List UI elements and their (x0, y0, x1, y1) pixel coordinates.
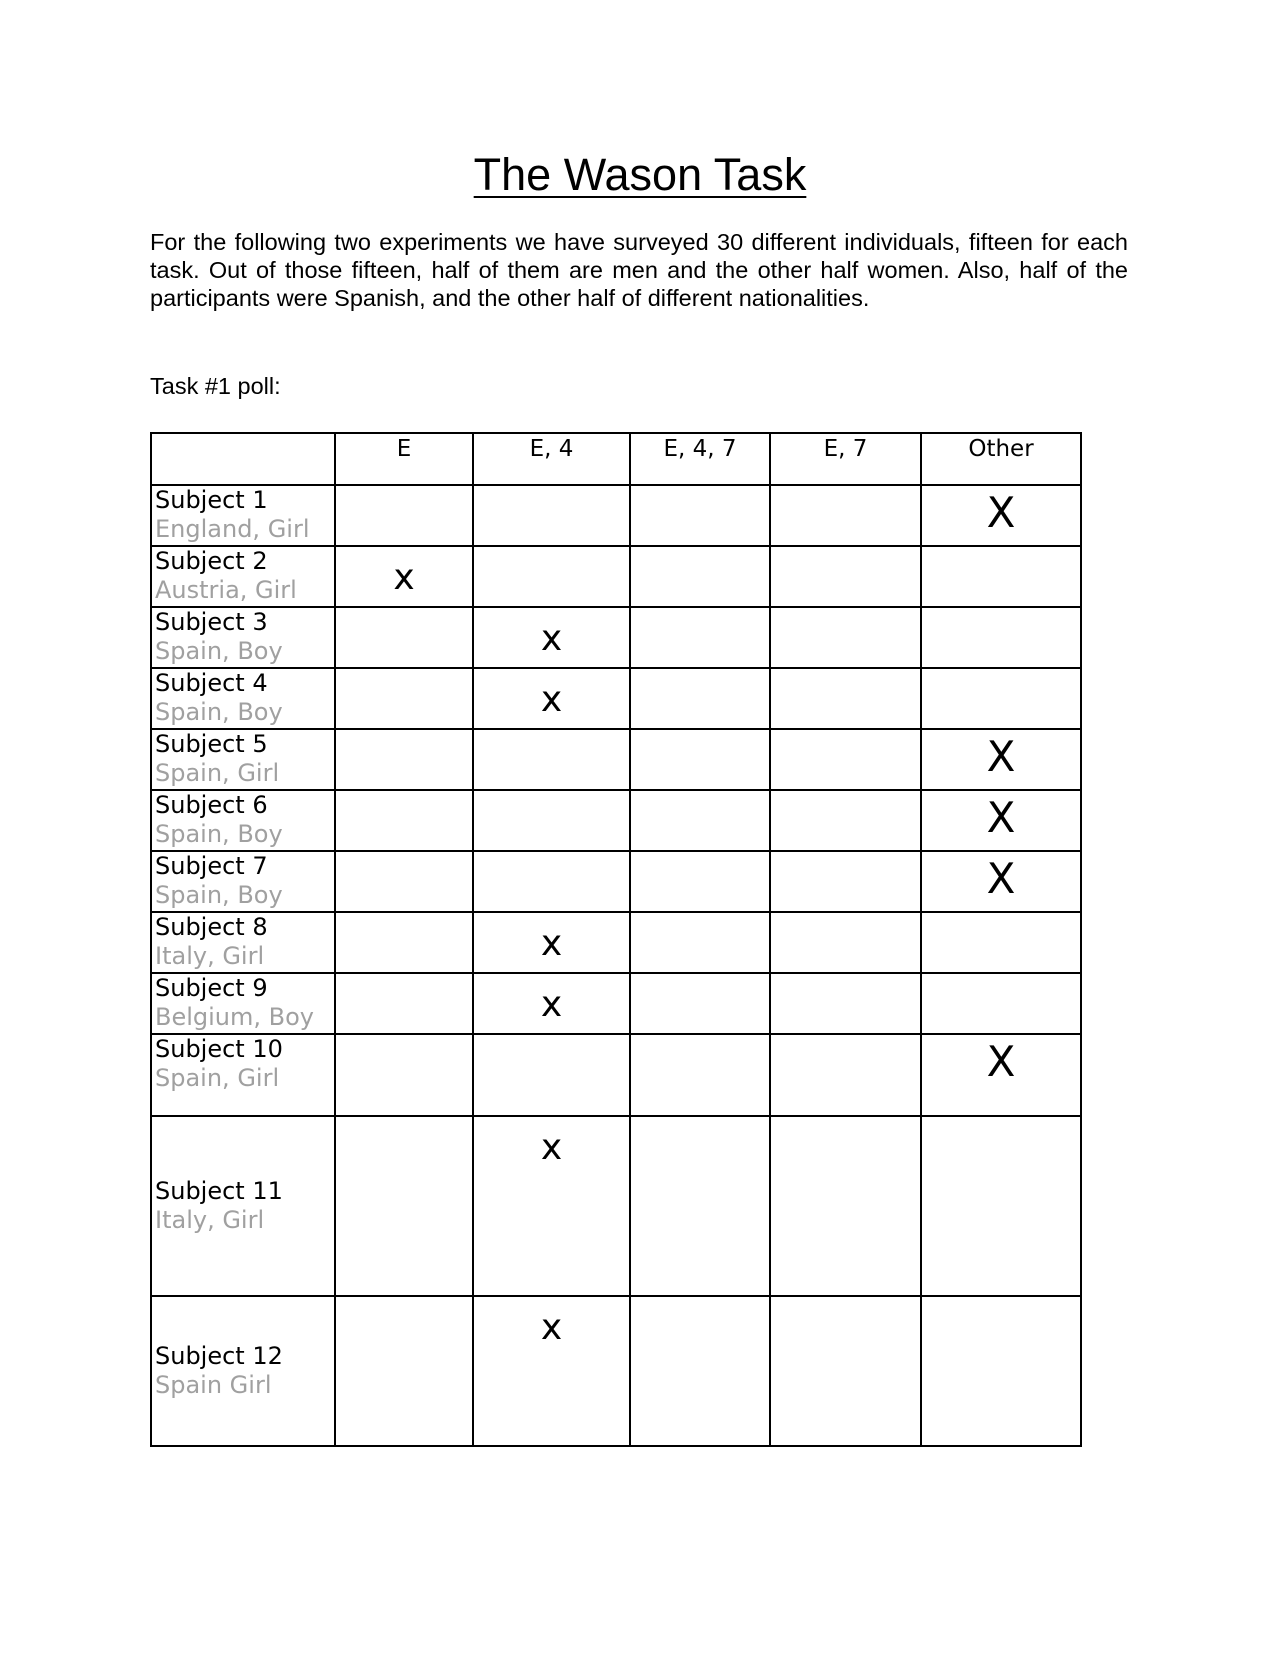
mark-cell (335, 729, 473, 790)
mark-cell (335, 790, 473, 851)
mark-other: X (986, 488, 1016, 537)
subject-cell (151, 668, 335, 729)
subject-cell (151, 607, 335, 668)
mark-cell (473, 1116, 630, 1296)
mark-cell (630, 607, 770, 668)
mark-cell (770, 790, 921, 851)
table-row (151, 607, 1081, 668)
mark-cell (473, 973, 630, 1034)
subject-origin: Spain, Boy (155, 820, 283, 848)
subject-cell (151, 546, 335, 607)
mark-cell (630, 546, 770, 607)
mark-cell (335, 485, 473, 546)
subject-origin: Italy, Girl (155, 1206, 265, 1234)
mark-e-4: x (540, 618, 563, 659)
mark-cell (473, 1034, 630, 1116)
mark-other: X (986, 793, 1016, 842)
mark-cell (473, 485, 630, 546)
mark-cell (630, 912, 770, 973)
mark-cell (630, 851, 770, 912)
mark-other: X (986, 1037, 1016, 1086)
header-cell-e-7: E, 7 (770, 433, 921, 485)
mark-cell (921, 1296, 1081, 1446)
mark-cell (473, 729, 630, 790)
page-title: The Wason Task (473, 149, 807, 200)
subject-cell (151, 729, 335, 790)
table-row (151, 1296, 1081, 1446)
mark-cell (630, 973, 770, 1034)
mark-cell (770, 607, 921, 668)
poll-label: Task #1 poll: (150, 373, 281, 399)
mark-cell (473, 1296, 630, 1446)
mark-cell (770, 851, 921, 912)
mark-cell (335, 912, 473, 973)
header-cell-e-4: E, 4 (473, 433, 630, 485)
table-row (151, 790, 1081, 851)
mark-cell (921, 485, 1081, 546)
header-row (151, 433, 1081, 485)
subject-cell (151, 973, 335, 1034)
mark-e-4: x (540, 679, 563, 720)
mark-e-4: x (540, 984, 563, 1025)
mark-cell (473, 790, 630, 851)
subject-origin: Spain Girl (155, 1371, 272, 1399)
subject-origin: England, Girl (155, 515, 310, 543)
subject-name: Subject 4 (155, 669, 268, 697)
subject-cell (151, 912, 335, 973)
mark-cell (335, 1116, 473, 1296)
mark-cell (921, 729, 1081, 790)
subject-cell (151, 1296, 335, 1446)
subject-cell (151, 851, 335, 912)
subject-cell (151, 1034, 335, 1116)
table-row (151, 668, 1081, 729)
mark-cell (473, 546, 630, 607)
subject-cell (151, 790, 335, 851)
subject-name: Subject 7 (155, 852, 268, 880)
subject-name: Subject 2 (155, 547, 268, 575)
mark-e-4: x (540, 923, 563, 964)
mark-cell (921, 973, 1081, 1034)
header-cell-other: Other (921, 433, 1081, 485)
subject-cell (151, 1116, 335, 1296)
mark-cell (630, 729, 770, 790)
subject-name: Subject 12 (155, 1342, 283, 1370)
subject-origin: Spain, Girl (155, 759, 280, 787)
table-row (151, 1116, 1081, 1296)
mark-cell (921, 912, 1081, 973)
table-row (151, 1034, 1081, 1116)
mark-cell (770, 1116, 921, 1296)
mark-cell (335, 668, 473, 729)
mark-cell (335, 607, 473, 668)
table-row (151, 485, 1081, 546)
mark-cell (473, 607, 630, 668)
mark-cell (770, 912, 921, 973)
mark-cell (630, 668, 770, 729)
mark-cell (335, 973, 473, 1034)
mark-cell (770, 485, 921, 546)
subject-origin: Belgium, Boy (155, 1003, 314, 1031)
mark-e-4: x (540, 1127, 563, 1168)
table-row (151, 729, 1081, 790)
mark-cell (921, 1116, 1081, 1296)
mark-cell (630, 1116, 770, 1296)
mark-cell (921, 546, 1081, 607)
mark-cell (770, 1034, 921, 1116)
subject-name: Subject 11 (155, 1177, 283, 1205)
subject-name: Subject 10 (155, 1035, 283, 1063)
subject-name: Subject 9 (155, 974, 268, 1002)
mark-cell (630, 790, 770, 851)
intro-paragraph: For the following two experiments we have surveyed 30 different individuals, fifteen for each task. Out of those fifteen, half of them are men and the other half women. Also, half of the participants were Spanish, and the other half of different nationalities. (150, 229, 1128, 311)
mark-other: X (986, 854, 1016, 903)
mark-cell (335, 1034, 473, 1116)
subject-name: Subject 3 (155, 608, 268, 636)
mark-cell (335, 1296, 473, 1446)
table-row (151, 912, 1081, 973)
mark-e: x (393, 557, 415, 598)
mark-cell (630, 1034, 770, 1116)
mark-cell (921, 790, 1081, 851)
mark-cell (770, 729, 921, 790)
mark-cell (630, 485, 770, 546)
mark-cell (473, 912, 630, 973)
mark-cell (921, 851, 1081, 912)
subject-origin: Austria, Girl (155, 576, 297, 604)
mark-cell (335, 851, 473, 912)
mark-cell (770, 1296, 921, 1446)
mark-cell (770, 546, 921, 607)
poll-table (150, 432, 1082, 1447)
mark-other: X (986, 732, 1016, 781)
subject-origin: Spain, Boy (155, 637, 283, 665)
mark-cell (770, 973, 921, 1034)
header-cell-e-4-7: E, 4, 7 (630, 433, 770, 485)
subject-name: Subject 1 (155, 486, 268, 514)
subject-name: Subject 6 (155, 791, 268, 819)
mark-cell (335, 546, 473, 607)
subject-origin: Spain, Boy (155, 698, 283, 726)
subject-origin: Spain, Girl (155, 1064, 280, 1092)
mark-cell (630, 1296, 770, 1446)
subject-origin: Spain, Boy (155, 881, 283, 909)
mark-cell (921, 1034, 1081, 1116)
subject-cell (151, 485, 335, 546)
mark-cell (473, 851, 630, 912)
table-row (151, 973, 1081, 1034)
mark-cell (473, 668, 630, 729)
table-row (151, 546, 1081, 607)
mark-cell (921, 607, 1081, 668)
table-row (151, 851, 1081, 912)
subject-name: Subject 8 (155, 913, 268, 941)
subject-name: Subject 5 (155, 730, 268, 758)
subject-origin: Italy, Girl (155, 942, 265, 970)
mark-e-4: x (540, 1307, 563, 1348)
header-cell-e: E (335, 433, 473, 485)
mark-cell (770, 668, 921, 729)
mark-cell (921, 668, 1081, 729)
header-cell-corner (151, 433, 335, 485)
